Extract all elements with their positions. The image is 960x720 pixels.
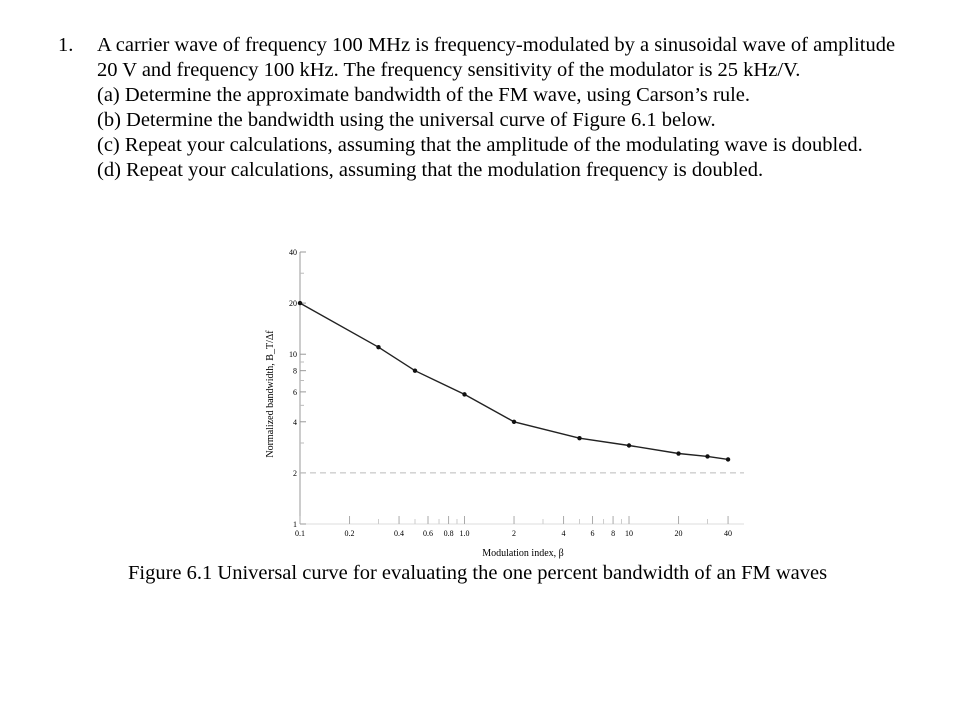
y-tick-label: 8 — [293, 366, 297, 376]
x-tick-label: 0.1 — [295, 529, 305, 538]
y-tick-label: 6 — [293, 387, 297, 397]
problem-part-c: (c) Repeat your calculations, assuming that the amplitude of the modulating wave is doubled. — [97, 134, 863, 156]
data-point — [376, 345, 380, 349]
x-tick-label: 4 — [561, 529, 566, 538]
x-tick-label: 8 — [611, 529, 616, 538]
problem-part-a: (a) Determine the approximate bandwidth of the FM wave, using Carson’s rule. — [97, 84, 750, 106]
data-point — [298, 301, 302, 305]
data-point — [627, 443, 631, 447]
bandwidth-chart — [258, 244, 758, 562]
data-point — [676, 451, 680, 455]
data-point — [512, 420, 516, 424]
x-tick-label: 6 — [590, 529, 595, 538]
data-point — [462, 392, 466, 396]
data-point — [413, 368, 417, 372]
x-tick-label: 0.8 — [443, 529, 454, 538]
curve-group — [298, 301, 730, 462]
problem-part-d: (d) Repeat your calculations, assuming that the modulation frequency is doubled. — [97, 159, 764, 181]
x-tick-label: 1.0 — [459, 529, 470, 538]
x-axis-label: Modulation index, β — [482, 548, 564, 559]
tick-labels — [289, 248, 732, 538]
x-tick-label: 20 — [674, 529, 683, 538]
y-tick-label: 20 — [289, 299, 297, 309]
bandwidth-curve — [300, 303, 728, 459]
y-axis-label: Normalized bandwidth, B_T/Δf — [265, 330, 276, 458]
figure-6-1 — [258, 244, 758, 562]
data-point — [726, 457, 730, 461]
chart-axes — [300, 252, 744, 524]
x-tick-label: 0.4 — [394, 529, 405, 538]
problem-number: 1. — [58, 34, 74, 56]
y-tick-label: 1 — [293, 520, 297, 529]
x-tick-label: 10 — [625, 529, 634, 538]
y-tick-label: 10 — [289, 350, 297, 360]
x-tick-label: 0.2 — [344, 529, 355, 538]
data-point — [705, 454, 709, 458]
problem-statement: A carrier wave of frequency 100 MHz is frequency-modulated by a sinusoidal wave of amplitude 20 V and frequency 100 kHz. The frequency sensitivity of the modulator is 25 kHz/V. — [97, 34, 896, 81]
problem-text — [97, 33, 897, 183]
y-tick-label: 40 — [289, 248, 297, 257]
y-tick-label: 4 — [293, 417, 297, 427]
figure-caption: Figure 6.1 Universal curve for evaluating the one percent bandwidth of an FM waves — [128, 562, 828, 584]
data-point — [577, 436, 581, 440]
x-tick-label: 0.6 — [423, 529, 434, 538]
x-tick-label: 40 — [724, 529, 733, 538]
y-tick-label: 2 — [293, 468, 297, 478]
x-tick-label: 2 — [512, 529, 517, 538]
problem-part-b: (b) Determine the bandwidth using the universal curve of Figure 6.1 below. — [97, 109, 716, 131]
